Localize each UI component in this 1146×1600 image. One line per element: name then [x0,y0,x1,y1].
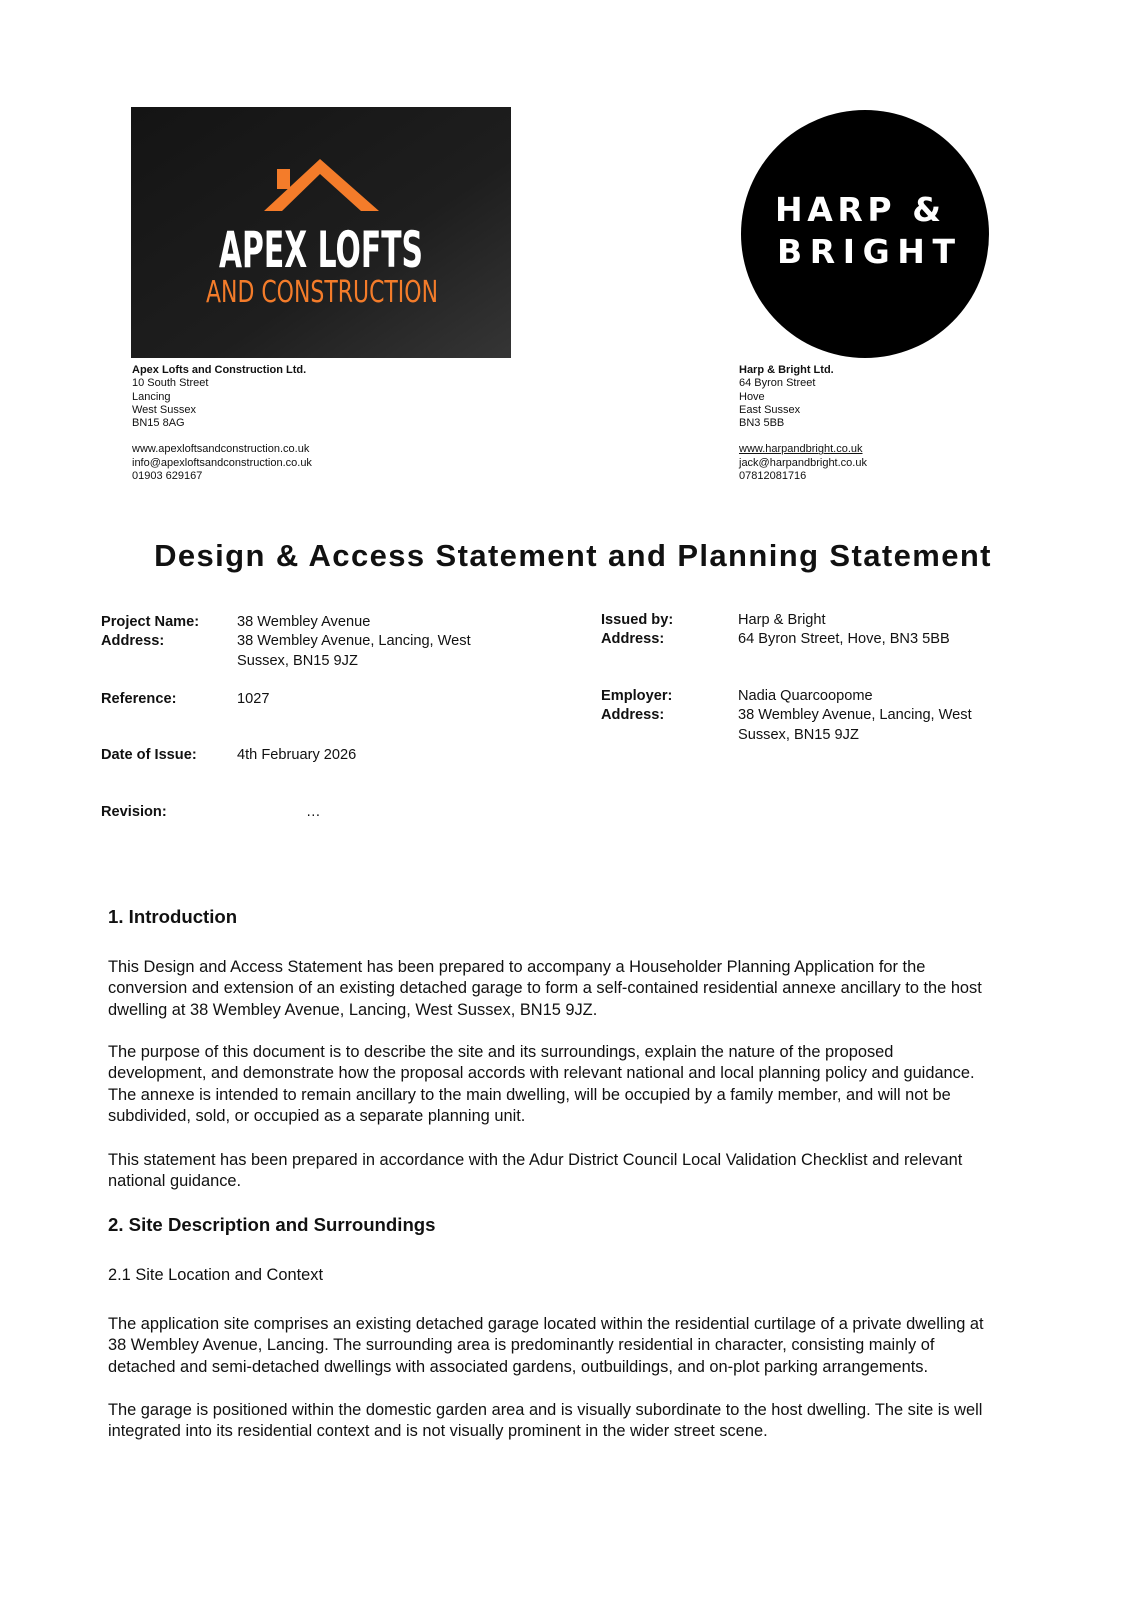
paragraph-line: The annexe is intended to remain ancillary to the main dwelling, will be occupied by a family member, and will not be [108,1085,951,1104]
harp-address-line: East Sussex [739,403,801,416]
paragraph-line: This statement has been prepared in accordance with the Adur District Council Local Validation Checklist and relevant [108,1151,963,1169]
site-paragraph-1 [108,1314,1038,1378]
paragraph-line: development, and demonstrate how the proposal accords with relevant national and local planning policy and guidance. [108,1064,975,1083]
intro-paragraph-1 [108,957,1038,1021]
paragraph-line: integrated into its residential context and is not visually prominent in the wider street scene. [108,1422,768,1441]
harp-and-bright-logo [740,109,990,359]
harp-company-details [739,364,867,483]
apex-website: www.apexloftsandconstruction.co.uk [132,443,310,456]
paragraph-line: subdivided, sold, or occupied as a separate planning unit. [108,1107,526,1126]
apex-address-line: BN15 8AG [132,417,185,430]
date-of-issue-label: Date of Issue: [101,747,197,763]
apex-address-line: West Sussex [132,403,196,416]
harp-logo-line1: HARP & [775,190,941,229]
employer-value: Nadia Quarcoopome [738,688,873,704]
harp-address-line: 64 Byron Street [739,377,816,390]
paragraph-line: detached and semi-detached dwellings with associated gardens, outbuildings, and on-plot parking arrangements. [108,1357,929,1376]
introduction-heading: 1. Introduction [108,906,238,927]
harp-email: jack@harpandbright.co.uk [739,456,867,469]
harp-logo-line2: BRIGHT [777,232,955,271]
paragraph-line: conversion and extension of an existing detached garage to form a self-contained residential annexe ancillary to the host [108,979,982,998]
paragraph-line: The application site comprises an existing detached garage located within the residential curtilage of a private dwelling at [108,1315,984,1333]
employer-address-line: 38 Wembley Avenue, Lancing, West [738,707,972,723]
address-label: Address: [101,633,165,649]
paragraph-line: 38 Wembley Avenue, Lancing. The surrounding area is predominantly residential in character, consisting mainly of [108,1336,935,1355]
employer-address-value [738,706,972,745]
project-name-value: 38 Wembley Avenue [237,614,371,630]
site-description-heading: 2. Site Description and Surroundings [108,1214,436,1235]
intro-paragraph-3 [108,1150,1038,1193]
revision-label: Revision: [101,804,167,820]
address-line: Sussex, BN15 9JZ [237,652,358,669]
paragraph-line: The purpose of this document is to describe the site and its surroundings, explain the nature of the proposed [108,1043,894,1061]
harp-website-link[interactable]: www.harpandbright.co.uk [739,443,863,456]
paragraph-line: national guidance. [108,1172,242,1191]
employer-label: Employer: [601,688,673,704]
apex-lofts-logo [131,107,511,358]
apex-company-name: Apex Lofts and Construction Ltd. [132,364,307,376]
reference-label: Reference: [101,691,177,707]
address-line: 38 Wembley Avenue, Lancing, West [237,633,471,649]
apex-logo-line1: APEX LOFTS [219,221,423,279]
paragraph-line: dwelling at 38 Wembley Avenue, Lancing, West Sussex, BN15 9JZ. [108,1000,598,1019]
apex-address-line: Lancing [132,390,171,403]
document-title: Design & Access Statement and Planning Statement [154,538,992,573]
employer-address-label: Address: [601,707,665,723]
reference-value: 1027 [237,691,270,707]
harp-address-line: BN3 5BB [739,417,785,430]
intro-paragraph-2 [108,1042,1038,1128]
issued-by-value: Harp & Bright [738,612,826,628]
project-name-label: Project Name: [101,614,200,630]
employer-address-line: Sussex, BN15 9JZ [738,726,859,743]
site-paragraph-2 [108,1400,1038,1443]
paragraph-line: This Design and Access Statement has been prepared to accompany a Householder Planning Application for the [108,958,926,976]
harp-company-name: Harp & Bright Ltd. [739,364,834,376]
paragraph-line: The garage is positioned within the domestic garden area and is visually subordinate to the host dwelling. The site is well [108,1401,983,1419]
harp-phone: 07812081716 [739,470,807,483]
issuer-address-value: 64 Byron Street, Hove, BN3 5BB [738,631,950,647]
apex-email: info@apexloftsandconstruction.co.uk [132,456,312,469]
apex-company-details [132,364,312,483]
apex-address-line: 10 South Street [132,377,209,390]
revision-value: … [306,804,321,820]
issuer-address-label: Address: [601,631,665,647]
date-of-issue-value: 4th February 2026 [237,747,357,763]
site-location-subheading: 2.1 Site Location and Context [108,1266,324,1284]
apex-phone: 01903 629167 [132,470,203,483]
apex-logo-line2: AND CONSTRUCTION [206,275,438,310]
harp-address-line: Hove [739,390,765,403]
address-value [237,632,471,671]
issued-by-label: Issued by: [601,612,674,628]
